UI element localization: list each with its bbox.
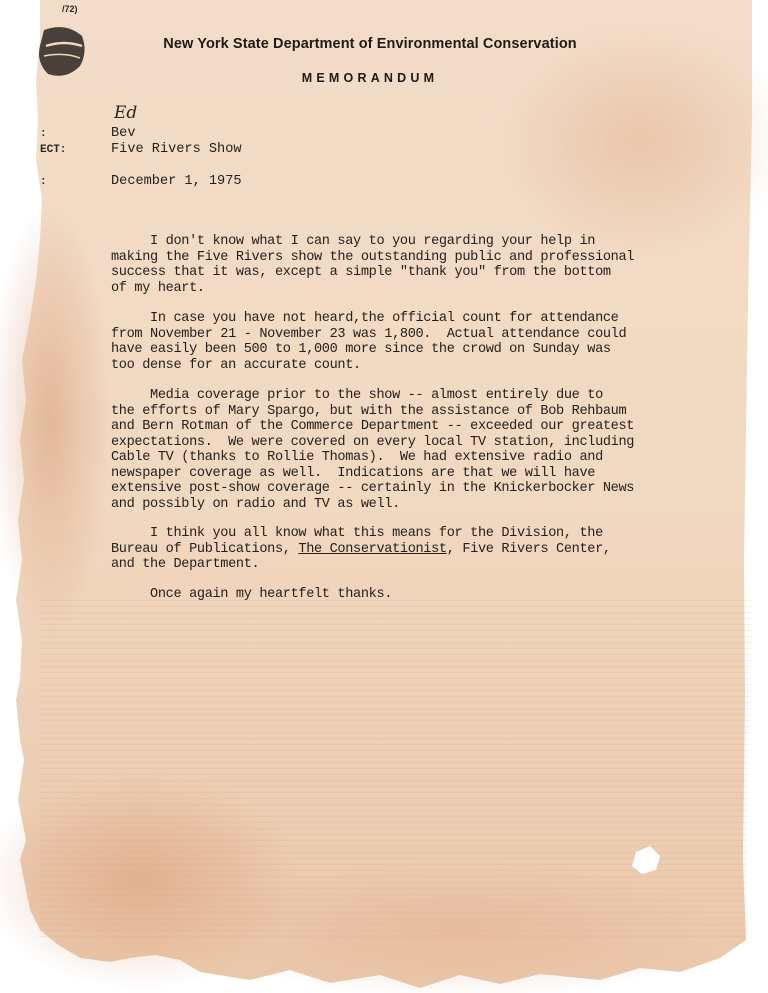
paragraph-line: and Bern Rotman of the Commerce Department -- exceeded our greatest bbox=[111, 419, 635, 434]
paragraph-line bbox=[111, 542, 681, 558]
paragraph-thanks bbox=[111, 234, 681, 296]
paragraph-line: of my heart. bbox=[111, 280, 205, 296]
paragraph-line: newspaper coverage as well. Indications are that we will have bbox=[111, 465, 596, 481]
handwritten-recipient: Ed bbox=[114, 103, 138, 123]
paragraph-line: I think you all know what this means for the Division, the bbox=[111, 526, 603, 541]
paragraph-division bbox=[111, 526, 681, 573]
date-value: December 1, 1975 bbox=[111, 174, 242, 189]
subject-label: ECT: bbox=[40, 144, 67, 156]
paragraph-line: I don't know what I can say to you regarding your help in bbox=[111, 234, 596, 249]
letterhead: New York State Department of Environmental Conservation bbox=[163, 36, 577, 52]
paragraph-line: the efforts of Mary Spargo, but with the assistance of Bob Rehbaum bbox=[111, 403, 627, 419]
paragraph-line: In case you have not heard,the official count for attendance bbox=[111, 311, 619, 326]
paragraph-attendance bbox=[111, 311, 681, 373]
form-number: /72) bbox=[62, 4, 78, 14]
paragraph-line: Cable TV (thanks to Rollie Thomas). We had extensive radio and bbox=[111, 450, 603, 465]
memo-title: MEMORANDUM bbox=[301, 71, 439, 85]
paragraph-media bbox=[111, 388, 681, 512]
paragraph-line: and the Department. bbox=[111, 557, 260, 572]
text-segment: , Five Rivers Center, bbox=[446, 541, 611, 557]
paragraph-line: too dense for an accurate count. bbox=[111, 357, 361, 373]
paragraph-closing bbox=[111, 587, 681, 603]
publication-title: The Conservationist bbox=[298, 541, 447, 557]
paragraph-line: success that it was, except a simple "thank you" from the bottom bbox=[111, 265, 611, 280]
paragraph-line: extensive post-show coverage -- certainly in the Knickerbocker News bbox=[111, 481, 635, 496]
from-value: Bev bbox=[111, 126, 136, 141]
paragraph-line: and possibly on radio and TV as well. bbox=[111, 496, 400, 512]
paragraph-line: have easily been 500 to 1,000 more since the crowd on Sunday was bbox=[111, 342, 611, 357]
paragraph-line: from November 21 - November 23 was 1,800. Actual attendance could bbox=[111, 326, 627, 342]
date-label: : bbox=[40, 176, 47, 188]
paragraph-line: making the Five Rivers show the outstanding public and professional bbox=[111, 249, 635, 265]
from-label: : bbox=[40, 128, 47, 140]
paragraph-line: Once again my heartfelt thanks. bbox=[111, 587, 393, 602]
paragraph-line: expectations. We were covered on every local TV station, including bbox=[111, 434, 635, 450]
paragraph-line: Media coverage prior to the show -- almost entirely due to bbox=[111, 388, 603, 403]
subject-value: Five Rivers Show bbox=[111, 142, 242, 157]
text-segment: Bureau of Publications, bbox=[111, 541, 299, 557]
